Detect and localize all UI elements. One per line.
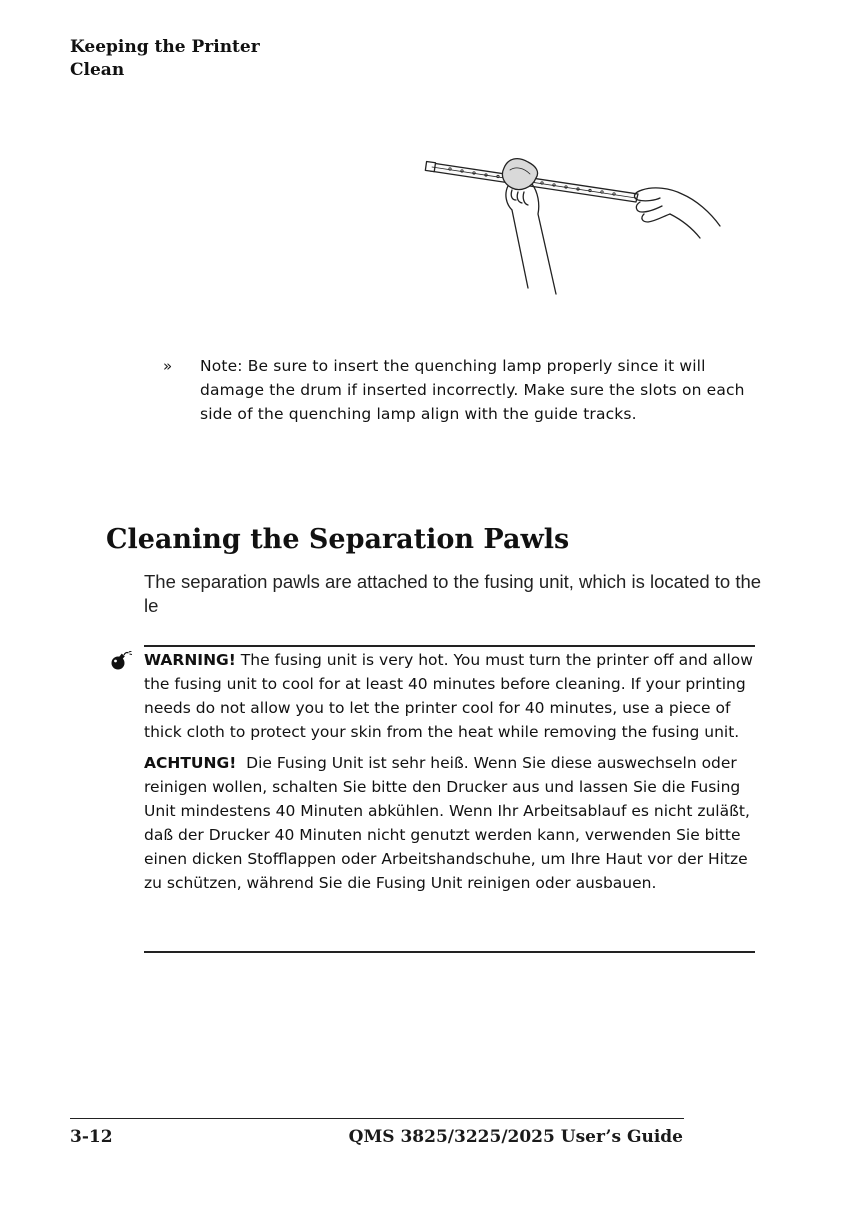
bomb-warning-icon	[110, 651, 132, 671]
running-header	[70, 36, 330, 82]
achtung-label: ACHTUNG!	[144, 754, 237, 772]
guide-title: QMS 3825/3225/2025 User’s Guide	[348, 1127, 683, 1147]
running-header-line-1: Keeping the Printer	[70, 37, 260, 57]
note-marker: »	[163, 357, 173, 375]
warning-english	[144, 648, 760, 744]
warning-label: WARNING!	[144, 651, 236, 669]
warning-bottom-rule	[144, 951, 755, 953]
warning-top-rule	[144, 645, 755, 647]
section-title: Cleaning the Separation Pawls	[106, 524, 570, 555]
warning-text: The fusing unit is very hot. You must turn the printer off and allow the fusing unit to cool for at least 40 minutes before cleaning. If your printing needs do not allow you to let the printer cool for 40 minutes, use a piece of thick cloth to protect your skin from the heat while removing the fusing unit.	[144, 651, 753, 741]
section-intro-paragraph: The separation pawls are attached to the fusing unit, which is located to the le	[144, 571, 762, 616]
page-number: 3-12	[70, 1127, 113, 1147]
footer-rule	[70, 1118, 684, 1119]
running-header-line-2: Clean	[70, 60, 125, 80]
warning-german	[144, 751, 760, 895]
quenching-lamp-cleaning-illustration	[420, 148, 740, 298]
note-text: Note: Be sure to insert the quenching lamp properly since it will damage the drum if inserted incorrectly. Make sure the slots on each side of the quenching lamp align with the guide tracks.	[200, 357, 745, 423]
warning-block	[144, 648, 760, 895]
achtung-text: Die Fusing Unit ist sehr heiß. Wenn Sie diese auswechseln oder reinigen wollen, schalten Sie bitte den Drucker aus und lassen Sie die Fusing Unit mindestens 40 Minuten abkühlen. Wenn Ihr Arbeitsablauf es nicht zuläßt, daß der Drucker 40 Minuten nicht genutzt werden kann, verwenden Sie bitte einen dicken Stofflappen oder Arbeitshandschuhe, um Ihre Haut vor der Hitze zu schützen, während Sie die Fusing Unit reinigen oder ausbauen.	[144, 754, 750, 892]
